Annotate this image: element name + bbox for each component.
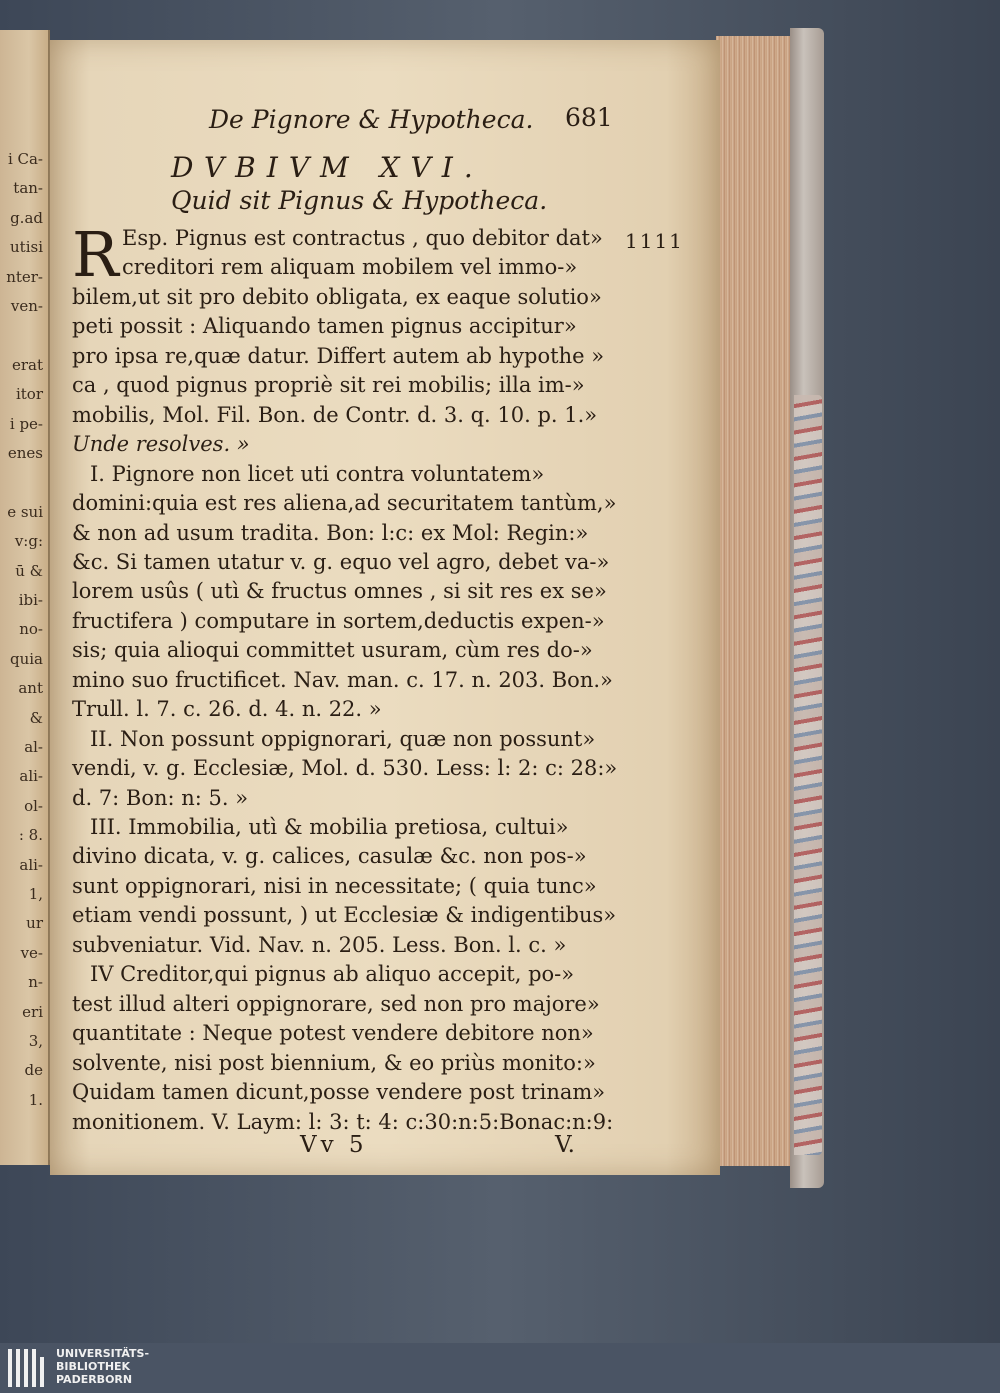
body-line: Trull. l. 7. c. 26. d. 4. n. 22. » <box>72 697 382 722</box>
body-line: etiam vendi possunt, ) ut Ecclesiæ & indigentibus» <box>72 903 617 928</box>
body-line: sis; quia alioqui committet usuram, cùm res do-» <box>72 638 593 663</box>
body-line: lorem usûs ( utì & fructus omnes , si sit res ex se» <box>72 579 607 604</box>
previous-page-fragment: tan- <box>13 179 43 198</box>
previous-page-fragment: ali- <box>19 767 43 786</box>
previous-page-fragment: ven- <box>10 297 43 315</box>
previous-page-fragment: 3, <box>28 1032 43 1050</box>
previous-page-fragment: de <box>24 1061 43 1080</box>
body-line: bilem,ut sit pro debito obligata, ex eaque solutio» <box>72 284 602 309</box>
previous-page <box>0 30 50 1165</box>
previous-page-fragment: al- <box>24 738 43 756</box>
library-name <box>56 1347 149 1386</box>
body-line: divino dicata, v. g. calices, casulæ &c. non pos-» <box>72 844 587 869</box>
body-line: pro ipsa re,quæ datur. Differt autem ab hypothe » <box>72 343 605 368</box>
previous-page-fragment: i Ca- <box>7 150 43 168</box>
previous-page-fragment: erat <box>11 355 43 374</box>
margin-note: 1111 <box>625 229 684 253</box>
previous-page-fragment: eri <box>22 1002 43 1021</box>
page-edges <box>716 36 801 1166</box>
body-line: I. Pignore non licet uti contra voluntatem» <box>90 461 545 486</box>
body-line: IV Creditor,qui pignus ab aliquo accepit, po-» <box>90 962 575 987</box>
body-line: test illud alteri oppignorare, sed non pro majore» <box>72 991 600 1016</box>
previous-page-fragment: 1, <box>28 885 43 903</box>
previous-page-fragment: g.ad <box>10 208 43 227</box>
library-name-line: PADERBORN <box>56 1373 133 1386</box>
previous-page-fragment: itor <box>15 385 43 404</box>
catchword: V. <box>555 1132 575 1158</box>
body-line: fructifera ) computare in sortem,deductis expen-» <box>72 608 605 633</box>
body-line: &c. Si tamen utatur v. g. equo vel agro, debet va-» <box>72 549 610 574</box>
body-line: creditori rem aliquam mobilem vel immo-» <box>122 255 578 280</box>
chapter-subtitle: Quid sit Pignus & Hypotheca. <box>171 186 548 215</box>
body-line: II. Non possunt oppignorari, quæ non possunt» <box>90 726 596 751</box>
previous-page-fragment: ali- <box>19 855 43 874</box>
previous-page-fragment: ve- <box>20 943 43 962</box>
running-header: De Pignore & Hypotheca. <box>209 105 534 134</box>
body-line: sunt oppignorari, nisi in necessitate; ( quia tunc» <box>72 873 597 898</box>
body-line: Esp. Pignus est contractus , quo debitor dat» <box>122 226 603 250</box>
previous-page-fragment: & <box>29 708 43 727</box>
library-name-line: UNIVERSITÄTS- <box>56 1347 150 1360</box>
chapter-heading: DVBIVM XVI. <box>171 151 484 184</box>
body-line: monitionem. V. Laym: l: 3: t: 4: c:30:n:5:Bonac:n:9: <box>72 1109 614 1134</box>
body-line: III. Immobilia, utì & mobilia pretiosa, cultui» <box>90 815 569 839</box>
body-line: mobilis, Mol. Fil. Bon. de Contr. d. 3. q. 10. p. 1.» <box>72 402 598 427</box>
previous-page-fragment: 1. <box>28 1090 43 1109</box>
footer-bar <box>0 1343 1000 1393</box>
marbled-endpaper <box>794 395 822 1155</box>
drop-cap: R <box>72 218 119 291</box>
body-line: peti possit : Aliquando tamen pignus accipitur» <box>72 314 577 339</box>
previous-page-fragment: i pe- <box>9 414 43 433</box>
previous-page-fragment: enes <box>7 444 43 462</box>
body-line: mino suo fructificet. Nav. man. c. 17. n. 203. Bon.» <box>72 667 613 692</box>
library-logo-icon <box>6 1349 46 1387</box>
body-line: quantitate : Neque potest vendere debitore non» <box>72 1021 594 1046</box>
signature-mark: Vv 5 <box>300 1132 368 1158</box>
body-line: vendi, v. g. Ecclesiæ, Mol. d. 530. Less: l: 2: c: 28:» <box>72 756 618 781</box>
previous-page-text <box>0 30 46 1165</box>
body-line: d. 7: Bon: n: 5. » <box>72 785 249 810</box>
previous-page-fragment: quia <box>9 649 43 668</box>
previous-page-fragment: nter- <box>6 267 43 286</box>
page-number: 681 <box>565 103 613 132</box>
previous-page-fragment: utisi <box>10 238 43 257</box>
body-line: solvente, nisi post biennium, & eo priùs monito:» <box>72 1050 596 1075</box>
body-line: subveniatur. Vid. Nav. n. 205. Less. Bon. l. c. » <box>72 932 567 957</box>
body-line: Quidam tamen dicunt,posse vendere post trinam» <box>72 1080 606 1105</box>
previous-page-fragment: ur <box>26 914 43 933</box>
previous-page-fragment: no- <box>19 620 43 639</box>
body-line: domini:quia est res aliena,ad securitatem tantùm,» <box>72 491 617 516</box>
previous-page-fragment: ol- <box>24 796 43 815</box>
previous-page-fragment: ant <box>18 679 43 698</box>
previous-page-fragment: n- <box>28 973 43 992</box>
previous-page-fragment: ū & <box>15 561 43 580</box>
body-line: & non ad usum tradita. Bon: l:c: ex Mol: Regin:» <box>72 520 589 545</box>
previous-page-fragment: v:g: <box>14 532 43 551</box>
body-line: Unde resolves. » <box>72 432 250 457</box>
body-line: ca , quod pignus propriè sit rei mobilis; illa im-» <box>72 373 585 398</box>
library-name-line: BIBLIOTHEK <box>56 1360 131 1373</box>
previous-page-fragment: : 8. <box>18 826 43 845</box>
previous-page-fragment: ibi- <box>18 591 43 609</box>
previous-page-fragment: e sui <box>7 502 43 521</box>
